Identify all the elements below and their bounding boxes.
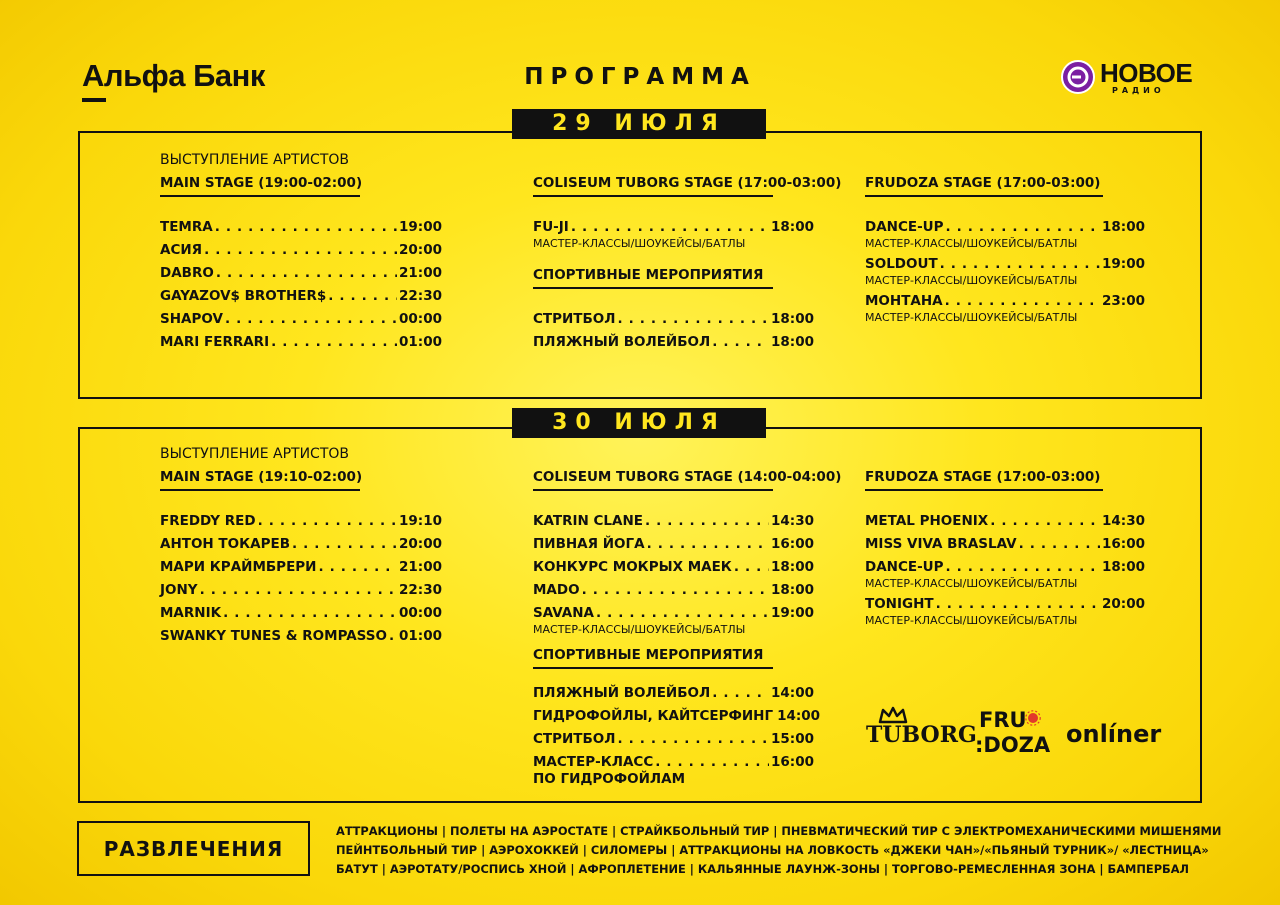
schedule-item-time: 16:00 bbox=[1102, 536, 1145, 552]
main-stage-list bbox=[160, 219, 442, 357]
schedule-item-name: АНТОН ТОКАРЕВ bbox=[160, 536, 291, 552]
schedule-item-time: 14:30 bbox=[1102, 513, 1145, 529]
leader-dots bbox=[945, 293, 1100, 309]
schedule-item-name: MADO bbox=[533, 582, 580, 598]
schedule-row bbox=[533, 559, 814, 579]
schedule-item-subtitle: МАСТЕР-КЛАССЫ/ШОУКЕЙСЫ/БАТЛЫ bbox=[865, 311, 1078, 324]
main-stage-list bbox=[160, 513, 442, 651]
entertainment-line: БАТУТ | АЭРОТАТУ/РОСПИСЬ ХНОЙ | АФРОПЛЕТЕНИЕ | КАЛЬЯННЫЕ ЛАУНЖ-ЗОНЫ | ТОРГОВО-РЕМЕСЛЕННАЯ ЗОНА | БАМПЕРБАЛ bbox=[336, 862, 1189, 876]
schedule-row bbox=[160, 334, 442, 354]
schedule-item-time: 15:00 bbox=[771, 731, 814, 747]
schedule-row bbox=[533, 311, 814, 331]
schedule-row bbox=[160, 628, 442, 648]
frudoza-stage-title: FRUDOZA STAGE (17:00-03:00) bbox=[865, 469, 1103, 491]
leader-dots bbox=[225, 311, 397, 327]
entertainment-list bbox=[336, 822, 1222, 879]
schedule-row bbox=[533, 536, 814, 556]
schedule-row bbox=[865, 596, 1145, 616]
schedule-item-time: 18:00 bbox=[771, 559, 814, 575]
entertainment-label: РАЗВЛЕЧЕНИЯ bbox=[77, 821, 310, 876]
coliseum-stage-list bbox=[533, 219, 814, 256]
schedule-item-time: 19:10 bbox=[399, 513, 442, 529]
leader-dots bbox=[389, 628, 397, 644]
leader-dots bbox=[655, 754, 769, 770]
schedule-item-name: МАСТЕР-КЛАСС bbox=[533, 754, 654, 770]
schedule-row bbox=[160, 219, 442, 239]
schedule-item-name: SHAPOV bbox=[160, 311, 223, 327]
schedule-item-name: СТРИТБОЛ bbox=[533, 731, 616, 747]
schedule-row bbox=[533, 605, 814, 625]
frudoza-stage-list bbox=[865, 513, 1145, 633]
schedule-item-name: SAVANA bbox=[533, 605, 594, 621]
leader-dots bbox=[571, 219, 769, 235]
schedule-item-name: МОНТАНА bbox=[865, 293, 943, 309]
schedule-row bbox=[865, 293, 1145, 313]
leader-dots bbox=[215, 219, 397, 235]
schedule-row bbox=[160, 536, 442, 556]
schedule-item-name: JONY bbox=[160, 582, 198, 598]
leader-dots bbox=[936, 596, 1100, 612]
leader-dots bbox=[712, 334, 769, 350]
schedule-item-time: 19:00 bbox=[771, 605, 814, 621]
schedule-item-time: 16:00 bbox=[771, 754, 814, 770]
schedule-row bbox=[160, 311, 442, 331]
schedule-item-time: 00:00 bbox=[399, 311, 442, 327]
schedule-row bbox=[533, 513, 814, 533]
frudoza-wordmark-bottom: :DOZA bbox=[975, 733, 1051, 757]
leader-dots bbox=[292, 536, 397, 552]
schedule-item-name: SOLDOUT bbox=[865, 256, 938, 272]
schedule-row bbox=[533, 731, 814, 751]
leader-dots bbox=[712, 685, 769, 701]
leader-dots bbox=[940, 256, 1100, 272]
coliseum-stage-title: COLISEUM TUBORG STAGE (14:00-04:00) bbox=[533, 469, 773, 491]
schedule-item-name: FU-JI bbox=[533, 219, 569, 235]
leader-dots bbox=[647, 536, 769, 552]
schedule-item-name: КОНКУРС МОКРЫХ МАЕК bbox=[533, 559, 732, 575]
schedule-row bbox=[865, 559, 1145, 579]
schedule-row bbox=[533, 685, 814, 705]
schedule-item-time: 21:00 bbox=[399, 559, 442, 575]
schedule-item-name: АСИЯ bbox=[160, 242, 203, 258]
date-badge-30: 30 ИЮЛЯ bbox=[512, 408, 766, 438]
schedule-item-time: 01:00 bbox=[399, 334, 442, 350]
schedule-item-name: DANCE-UP bbox=[865, 559, 944, 575]
schedule-item-time: 18:00 bbox=[771, 219, 814, 235]
schedule-row bbox=[160, 265, 442, 285]
main-stage-title: MAIN STAGE (19:00-02:00) bbox=[160, 175, 360, 197]
leader-dots bbox=[271, 334, 397, 350]
schedule-row bbox=[865, 536, 1145, 556]
radio-logo-icon bbox=[1061, 60, 1095, 94]
alfa-bank-logo-bar bbox=[82, 98, 106, 102]
schedule-item-time: 14:00 bbox=[771, 685, 814, 701]
sports-title: СПОРТИВНЫЕ МЕРОПРИЯТИЯ bbox=[533, 267, 773, 289]
schedule-item-subtitle: МАСТЕР-КЛАССЫ/ШОУКЕЙСЫ/БАТЛЫ bbox=[865, 237, 1078, 250]
schedule-item-name: DANCE-UP bbox=[865, 219, 944, 235]
leader-dots bbox=[946, 559, 1100, 575]
schedule-row bbox=[160, 242, 442, 262]
leader-dots bbox=[1019, 536, 1100, 552]
schedule-item-name: METAL PHOENIX bbox=[865, 513, 989, 529]
leader-dots bbox=[200, 582, 397, 598]
schedule-item-subtitle: ПО ГИДРОФОЙЛАМ bbox=[533, 771, 686, 787]
leader-dots bbox=[734, 559, 769, 575]
schedule-row bbox=[160, 288, 442, 308]
leader-dots bbox=[318, 559, 397, 575]
schedule-item-subtitle: МАСТЕР-КЛАССЫ/ШОУКЕЙСЫ/БАТЛЫ bbox=[865, 577, 1078, 590]
tuborg-logo bbox=[852, 706, 977, 756]
leader-dots bbox=[204, 242, 397, 258]
schedule-item-time: 22:30 bbox=[399, 582, 442, 598]
schedule-item-subtitle: МАСТЕР-КЛАССЫ/ШОУКЕЙСЫ/БАТЛЫ bbox=[865, 274, 1078, 287]
schedule-item-subtitle: МАСТЕР-КЛАССЫ/ШОУКЕЙСЫ/БАТЛЫ bbox=[533, 623, 746, 636]
schedule-item-time: 14:30 bbox=[771, 513, 814, 529]
artists-heading: ВЫСТУПЛЕНИЕ АРТИСТОВ bbox=[160, 446, 350, 462]
leader-dots bbox=[990, 513, 1100, 529]
schedule-row bbox=[533, 334, 814, 354]
schedule-item-time: 20:00 bbox=[399, 242, 442, 258]
schedule-row bbox=[865, 219, 1145, 239]
schedule-item-subtitle: МАСТЕР-КЛАССЫ/ШОУКЕЙСЫ/БАТЛЫ bbox=[533, 237, 746, 250]
schedule-item-name: MARNIK bbox=[160, 605, 222, 621]
alfa-bank-logo: Альфа Банк bbox=[82, 58, 265, 93]
sports-list bbox=[533, 685, 821, 790]
leader-dots bbox=[946, 219, 1100, 235]
schedule-row bbox=[160, 605, 442, 625]
radio-logo-name: НОВОЕ bbox=[1100, 58, 1193, 88]
schedule-item-time: 21:00 bbox=[399, 265, 442, 281]
frudoza-wordmark-top: FRU bbox=[979, 708, 1027, 732]
leader-dots bbox=[258, 513, 397, 529]
leader-dots bbox=[618, 731, 770, 747]
schedule-item-time: 14:00 bbox=[777, 708, 821, 724]
schedule-item-time: 18:00 bbox=[1102, 559, 1145, 575]
schedule-item-time: 16:00 bbox=[771, 536, 814, 552]
leader-dots bbox=[328, 288, 397, 304]
schedule-item-name: MARI FERRARI bbox=[160, 334, 270, 350]
schedule-row bbox=[865, 513, 1145, 533]
schedule-item-time: 23:00 bbox=[1102, 293, 1145, 309]
schedule-row bbox=[533, 582, 814, 602]
schedule-item-name: ПЛЯЖНЫЙ ВОЛЕЙБОЛ bbox=[533, 685, 711, 701]
coliseum-stage-title: COLISEUM TUBORG STAGE (17:00-03:00) bbox=[533, 175, 773, 197]
schedule-item-time: 18:00 bbox=[771, 582, 814, 598]
schedule-item-time: 00:00 bbox=[399, 605, 442, 621]
schedule-item-time: 20:00 bbox=[399, 536, 442, 552]
schedule-item-subtitle: МАСТЕР-КЛАССЫ/ШОУКЕЙСЫ/БАТЛЫ bbox=[865, 614, 1078, 627]
schedule-item-name: ГИДРОФОЙЛЫ, КАЙТСЕРФИНГ bbox=[533, 708, 774, 724]
leader-dots bbox=[645, 513, 769, 529]
schedule-item-name: KATRIN CLANE bbox=[533, 513, 643, 529]
schedule-item-name: DABRO bbox=[160, 265, 214, 281]
schedule-item-name: СТРИТБОЛ bbox=[533, 311, 616, 327]
schedule-row bbox=[160, 513, 442, 533]
schedule-item-name: SWANKY TUNES & ROMPASSO bbox=[160, 628, 388, 644]
main-stage-title: MAIN STAGE (19:10-02:00) bbox=[160, 469, 360, 491]
coliseum-stage-list bbox=[533, 513, 814, 642]
schedule-row bbox=[160, 559, 442, 579]
leader-dots bbox=[618, 311, 770, 327]
frudoza-stage-list bbox=[865, 219, 1145, 330]
tuborg-wordmark: TUBORG bbox=[866, 722, 977, 748]
schedule-item-time: 22:30 bbox=[399, 288, 442, 304]
schedule-item-name: MISS VIVA BRASLAV bbox=[865, 536, 1017, 552]
schedule-item-name: TONIGHT bbox=[865, 596, 934, 612]
schedule-item-name: FREDDY RED bbox=[160, 513, 256, 529]
entertainment-line: АТТРАКЦИОНЫ | ПОЛЕТЫ НА АЭРОСТАТЕ | СТРАЙКБОЛЬНЫЙ ТИР | ПНЕВМАТИЧЕСКИЙ ТИР С ЭЛЕКТРОМЕХАНИЧЕСКИМИ МИШЕНЯМИ bbox=[336, 824, 1222, 838]
schedule-item-name: TEMRA bbox=[160, 219, 213, 235]
schedule-row bbox=[160, 582, 442, 602]
schedule-item-time: 01:00 bbox=[399, 628, 442, 644]
sports-list bbox=[533, 311, 814, 357]
sports-title: СПОРТИВНЫЕ МЕРОПРИЯТИЯ bbox=[533, 647, 773, 669]
leader-dots bbox=[596, 605, 769, 621]
frudoza-sun-icon bbox=[1025, 710, 1041, 726]
artists-heading: ВЫСТУПЛЕНИЕ АРТИСТОВ bbox=[160, 152, 350, 168]
leader-dots bbox=[216, 265, 397, 281]
schedule-row bbox=[865, 256, 1145, 276]
schedule-item-name: МАРИ КРАЙМБРЕРИ bbox=[160, 559, 317, 575]
leader-dots bbox=[223, 605, 397, 621]
schedule-item-time: 20:00 bbox=[1102, 596, 1145, 612]
date-badge-29: 29 ИЮЛЯ bbox=[512, 109, 766, 139]
schedule-row bbox=[533, 708, 821, 728]
schedule-item-time: 18:00 bbox=[1102, 219, 1145, 235]
leader-dots bbox=[582, 582, 769, 598]
schedule-item-name: ПИВНАЯ ЙОГА bbox=[533, 536, 645, 552]
schedule-item-time: 18:00 bbox=[771, 334, 814, 350]
schedule-item-name: ПЛЯЖНЫЙ ВОЛЕЙБОЛ bbox=[533, 334, 711, 350]
schedule-item-time: 19:00 bbox=[399, 219, 442, 235]
schedule-item-time: 19:00 bbox=[1102, 256, 1145, 272]
onliner-logo: onlíner bbox=[1066, 720, 1162, 748]
schedule-item-name: GAYAZOV$ BROTHER$ bbox=[160, 288, 327, 304]
page-title: ПРОГРАММА bbox=[524, 64, 756, 90]
frudoza-logo bbox=[975, 708, 1049, 762]
schedule-item-time: 18:00 bbox=[771, 311, 814, 327]
schedule-row bbox=[533, 219, 814, 239]
frudoza-stage-title: FRUDOZA STAGE (17:00-03:00) bbox=[865, 175, 1103, 197]
radio-logo-sub: РАДИО bbox=[1112, 86, 1165, 95]
entertainment-line: ПЕЙНТБОЛЬНЫЙ ТИР | АЭРОХОККЕЙ | СИЛОМЕРЫ | АТТРАКЦИОНЫ НА ЛОВКОСТЬ «ДЖЕКИ ЧАН»/«ПЬЯНЫЙ ТУРНИК»/ «ЛЕСТНИЦА» bbox=[336, 843, 1209, 857]
